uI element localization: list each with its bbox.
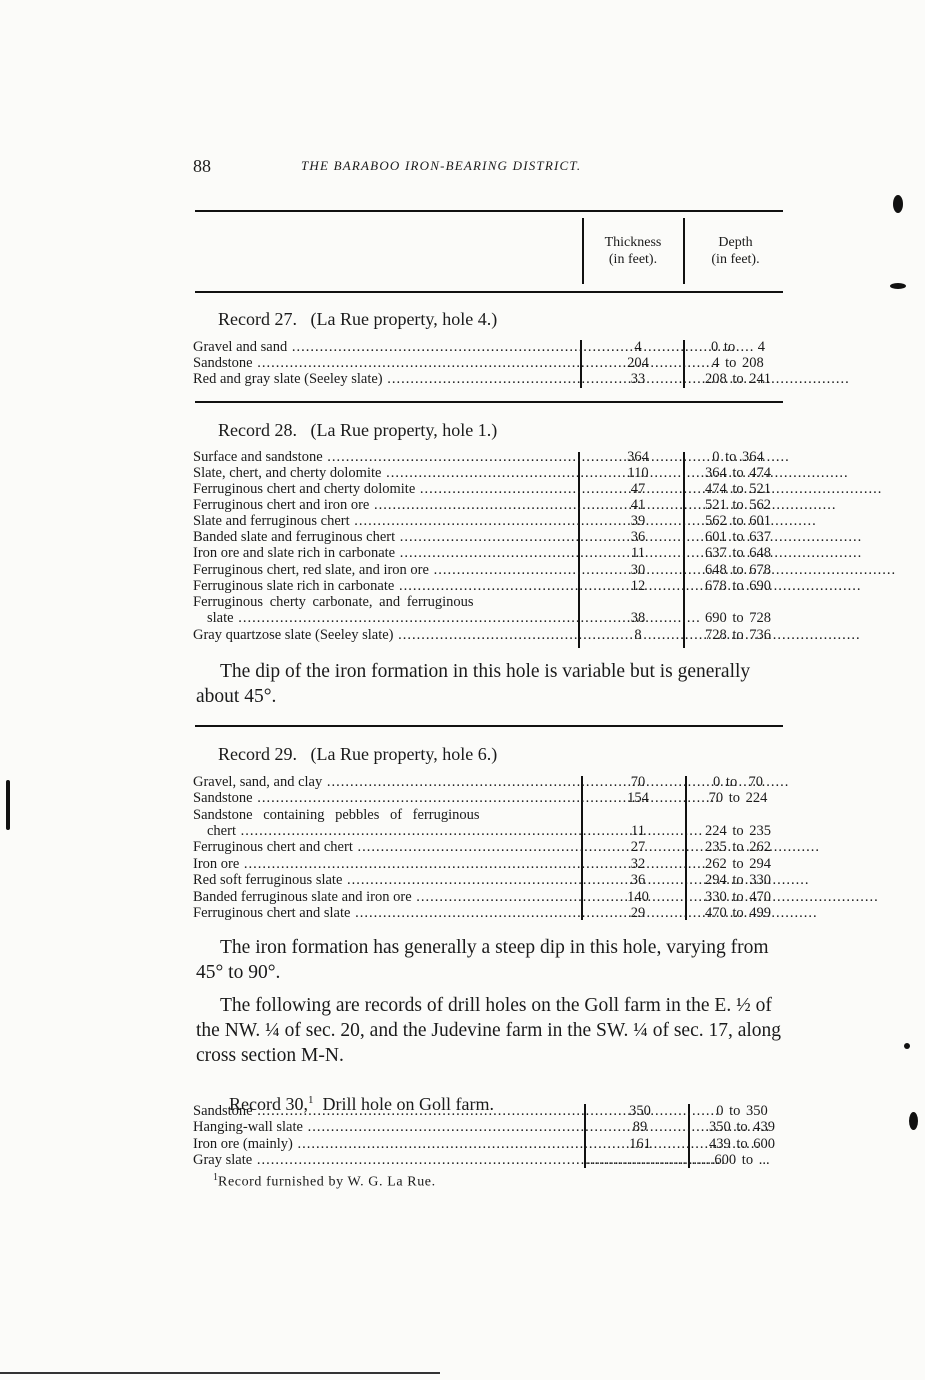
table-row: [193, 889, 788, 905]
row-item: Ferruginous chert and slate .....: [193, 905, 575, 921]
row-thickness: 8: [634, 627, 642, 643]
row-thickness: 70: [630, 774, 646, 790]
table-row: [193, 1152, 788, 1168]
table-row: [193, 562, 788, 578]
row-item: Iron ore .....: [193, 856, 575, 872]
row-item: Banded ferruginous slate and iron ore .....: [193, 889, 575, 905]
row-depth: 235 to 262: [704, 839, 772, 855]
table-row: [193, 790, 788, 806]
row-depth: 294 to 330: [704, 872, 772, 888]
row-item: Gray quartzose slate (Seeley slate) .....: [193, 627, 575, 643]
row-thickness: 350: [629, 1103, 651, 1119]
record-27-bottom-rule: [195, 401, 783, 403]
page-title: THE BARABOO IRON-BEARING DISTRICT.: [301, 158, 582, 173]
row-item: Surface and sandstone .....: [193, 449, 575, 465]
row-depth: 601 to 637: [704, 529, 772, 545]
table-row: [193, 610, 788, 626]
row-thickness: 38: [630, 610, 646, 626]
record-28-note-text: The dip of the iron formation in this hole is variable but is generally about 45°.: [196, 661, 751, 707]
table-row: [193, 449, 788, 465]
row-depth: 224 to 235: [704, 823, 772, 839]
row-thickness: 140: [627, 889, 649, 905]
row-thickness: 32: [630, 856, 646, 872]
row-thickness: 27: [630, 839, 646, 855]
row-depth: 728 to 736: [704, 627, 772, 643]
row-thickness-leader: ..............................: [587, 1152, 726, 1168]
row-depth: 600 to ...: [714, 1152, 770, 1168]
row-item: Hanging-wall slate .....: [193, 1119, 575, 1135]
table-row: [193, 529, 788, 545]
row-thickness: 12: [630, 578, 646, 594]
thickness-header-line2: (in feet).: [608, 252, 658, 267]
scan-mark: [0, 1372, 440, 1374]
table-row: [193, 905, 788, 921]
table-row: [193, 513, 788, 529]
row-depth: 678 to 690: [704, 578, 772, 594]
row-item: Iron ore and slate rich in carbonate .....: [193, 545, 575, 561]
row-item: Slate, chert, and cherty dolomite .....: [193, 465, 575, 481]
row-thickness: 204: [627, 355, 649, 371]
record-29-title: Record 29. (La Rue property, hole 6.): [218, 744, 498, 764]
row-thickness: 4: [634, 339, 642, 355]
row-thickness: 154: [627, 790, 649, 806]
row-item: Gray slate .....: [193, 1152, 575, 1168]
row-thickness: 30: [630, 562, 646, 578]
row-item: Red soft ferruginous slate .....: [193, 872, 575, 888]
row-item: Banded slate and ferruginous chert .....: [193, 529, 575, 545]
column-rule-left: [582, 218, 584, 284]
row-thickness: 47: [630, 481, 646, 497]
depth-header-line1: Depth: [718, 235, 753, 250]
row-item: Sandstone .....: [193, 1103, 575, 1119]
table-row: [193, 807, 788, 823]
row-item: Ferruginous chert and chert .....: [193, 839, 575, 855]
depth-column-header: [688, 234, 783, 268]
table-row: [193, 823, 788, 839]
table-row: [193, 339, 788, 355]
row-item: slate .....: [207, 610, 575, 626]
record-28-note: [196, 659, 788, 709]
row-thickness: 11: [631, 545, 645, 561]
row-depth: 648 to 678: [704, 562, 772, 578]
scan-mark: [890, 283, 906, 289]
table-row: [193, 578, 788, 594]
row-depth: 4 to 208: [712, 355, 764, 371]
row-depth: 262 to 294: [704, 856, 772, 872]
row-item: Ferruginous chert, red slate, and iron ore .....: [193, 562, 575, 578]
record-30-title-rest: Drill hole on Goll farm.: [313, 1094, 494, 1114]
table-row: [193, 1119, 788, 1135]
row-item: Ferruginous chert and cherty dolomite .....: [193, 481, 575, 497]
row-thickness: 33: [630, 371, 646, 387]
row-item: Red and gray slate (Seeley slate) .....: [193, 371, 575, 387]
row-item: Sandstone containing pebbles of ferruginous: [193, 807, 480, 823]
table-row: [193, 465, 788, 481]
table-top-rule: [195, 210, 783, 212]
footnote: [213, 1172, 436, 1191]
row-thickness: 36: [630, 529, 646, 545]
row-depth: 439 to 600: [708, 1136, 776, 1152]
row-thickness: 161: [629, 1136, 651, 1152]
footnote-marker: 1: [307, 1094, 314, 1106]
scan-mark: [6, 780, 10, 830]
table-row: [193, 839, 788, 855]
table-row: [193, 545, 788, 561]
row-depth: 637 to 648: [704, 545, 772, 561]
page-number: 88: [193, 156, 211, 176]
row-item: Ferruginous slate rich in carbonate .....: [193, 578, 575, 594]
table-row: [193, 872, 788, 888]
table-row: [193, 594, 788, 610]
running-head: [193, 156, 785, 178]
row-thickness: 110: [627, 465, 649, 481]
row-thickness: 89: [632, 1119, 648, 1135]
record-28-bottom-rule: [195, 725, 783, 727]
row-item: Sandstone .....: [193, 790, 575, 806]
row-depth: 474 to 521: [704, 481, 772, 497]
row-thickness: 364: [627, 449, 649, 465]
row-depth: 208 to 241: [704, 371, 772, 387]
scan-mark: [904, 1043, 910, 1049]
thickness-column-header: [585, 234, 681, 268]
footnote-number: 1: [213, 1172, 218, 1183]
row-thickness: 36: [630, 872, 646, 888]
row-depth: 0 to 350: [716, 1103, 768, 1119]
thickness-header-line1: Thickness: [604, 235, 662, 250]
row-item: Gravel, sand, and clay .....: [193, 774, 575, 790]
table-row: [193, 355, 788, 371]
footnote-text: Record furnished by W. G. La Rue.: [218, 1174, 436, 1190]
table-row: [193, 481, 788, 497]
row-depth: 521 to 562: [704, 497, 772, 513]
row-thickness: 39: [630, 513, 646, 529]
row-item: Ferruginous chert and iron ore .....: [193, 497, 575, 513]
table-row: [193, 1136, 788, 1152]
column-rule-right: [683, 218, 685, 284]
table-row: [193, 856, 788, 872]
row-depth: 0 to 70: [713, 774, 763, 790]
record-29-note-text: The iron formation has generally a steep dip in this hole, varying from 45° to 90°.: [196, 937, 769, 983]
row-depth: 690 to 728: [704, 610, 772, 626]
row-thickness: 41: [630, 497, 646, 513]
record-30-title-label: Record 30,: [229, 1094, 308, 1114]
scan-mark: [909, 1112, 918, 1130]
table-row: [193, 774, 788, 790]
record-27-title: Record 27. (La Rue property, hole 4.): [218, 309, 498, 329]
table-row: [193, 371, 788, 387]
record-29-note: [196, 935, 788, 985]
row-item: Ferruginous cherty carbonate, and ferruginous: [193, 594, 474, 610]
row-thickness: 29: [630, 905, 646, 921]
row-item: Slate and ferruginous chert .....: [193, 513, 575, 529]
record-28-title: Record 28. (La Rue property, hole 1.): [218, 420, 498, 440]
intro-paragraph: [196, 993, 788, 1068]
row-depth: 350 to 439: [708, 1119, 776, 1135]
row-item: Sandstone .....: [193, 355, 575, 371]
row-item: Iron ore (mainly) .....: [193, 1136, 575, 1152]
row-item: chert .....: [207, 823, 575, 839]
row-depth: 0 to 364: [712, 449, 764, 465]
row-depth: 562 to 601: [704, 513, 772, 529]
intro-paragraph-text: The following are records of drill holes on the Goll farm in the E. ½ of the NW. ¼ of sec. 20, and the Judevine farm in the SW. ¼ of sec. 17, along cross section M-N.: [196, 995, 782, 1066]
row-item: Gravel and sand .....: [193, 339, 575, 355]
row-depth: 470 to 499: [704, 905, 772, 921]
header-bottom-rule: [195, 291, 783, 293]
row-depth: 330 to 470: [704, 889, 772, 905]
row-depth: 364 to 474: [704, 465, 772, 481]
row-depth: 0 to 4: [711, 339, 765, 355]
scan-mark: [893, 195, 903, 213]
depth-header-line2: (in feet).: [711, 252, 760, 267]
row-thickness: 11: [631, 823, 645, 839]
table-row: [193, 627, 788, 643]
table-row: [193, 1103, 788, 1119]
table-row: [193, 497, 788, 513]
row-depth: 70 to 224: [708, 790, 768, 806]
